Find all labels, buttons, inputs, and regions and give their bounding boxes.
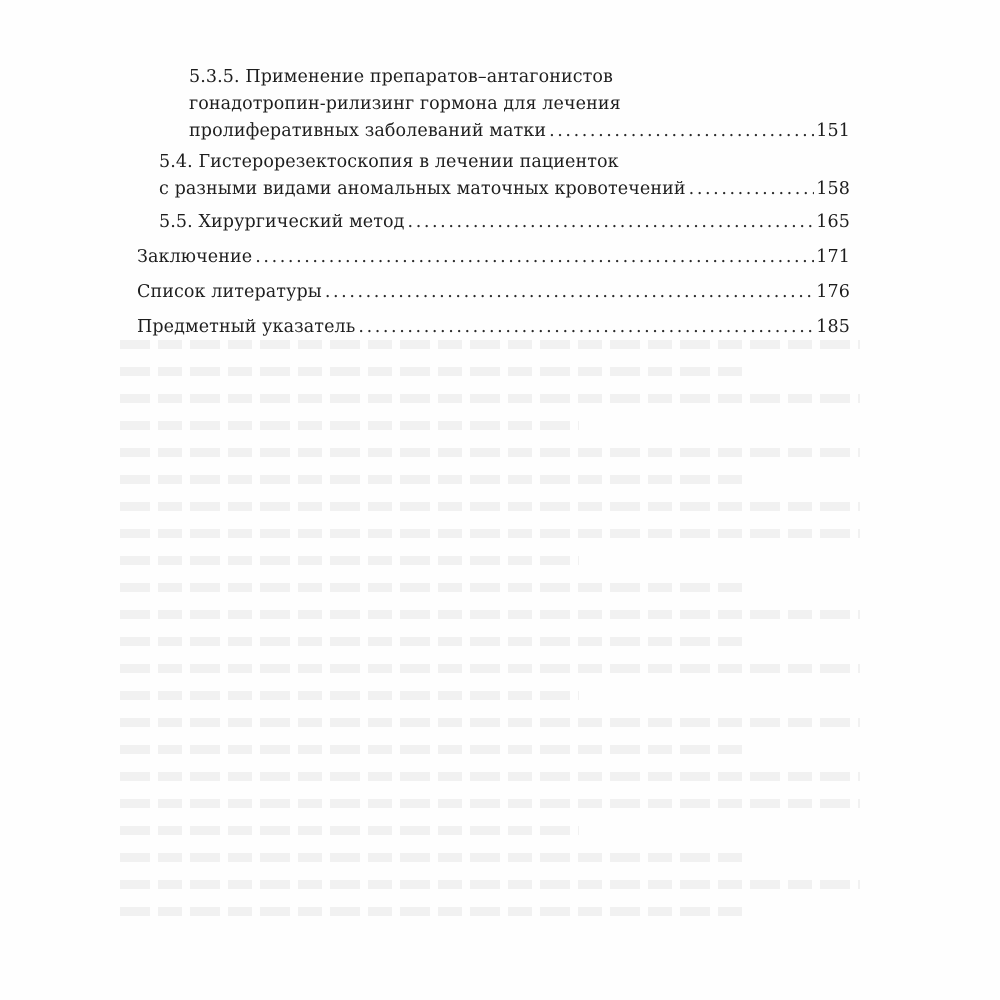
toc-leader-row <box>159 209 850 236</box>
toc-leader-row <box>137 314 850 341</box>
toc-entry-title: Предметный указатель <box>137 317 356 337</box>
reverse-page-bleed-through <box>120 340 860 980</box>
toc-entry-conclusion[interactable] <box>137 244 850 271</box>
toc-page-number: 158 <box>816 179 850 199</box>
dot-leader <box>549 118 814 145</box>
toc-entry-title-line: пролиферативных заболеваний матки <box>189 121 547 141</box>
toc-page-number: 151 <box>816 121 850 141</box>
toc-entry-title-line: 5.3.5. Применение препаратов–антагонистов <box>189 67 614 87</box>
toc-entry-5-5[interactable] <box>137 209 850 236</box>
toc-leader-row <box>189 118 850 145</box>
toc-entry-references[interactable] <box>137 279 850 306</box>
toc-leader-row <box>137 279 850 306</box>
toc-entry-title: Заключение <box>137 247 253 267</box>
toc-page-number: 185 <box>816 317 850 337</box>
toc-leader-row <box>137 244 850 271</box>
toc-entry-title-line: с разными видами аномальных маточных кровотечений <box>159 179 686 199</box>
dot-leader <box>255 244 814 271</box>
toc-page-number: 171 <box>816 247 850 267</box>
toc-entry-title: 5.5. Хирургический метод <box>159 212 405 232</box>
table-of-contents <box>137 64 850 341</box>
toc-leader-row <box>159 176 850 203</box>
dot-leader <box>358 314 814 341</box>
toc-entry-title-line: 5.4. Гистерорезектоскопия в лечении пациенток <box>159 152 619 172</box>
dot-leader <box>689 176 815 203</box>
toc-entry-title-line: гонадотропин-рилизинг гормона для лечения <box>189 94 621 114</box>
toc-entry-5-4[interactable] <box>137 149 850 203</box>
toc-entry-subject-index[interactable] <box>137 314 850 341</box>
toc-page-number: 165 <box>816 212 850 232</box>
toc-page-number: 176 <box>816 282 850 302</box>
toc-entry-title: Список литературы <box>137 282 322 302</box>
toc-entry-5-3-5[interactable] <box>137 64 850 145</box>
dot-leader <box>325 279 814 306</box>
dot-leader <box>408 209 815 236</box>
